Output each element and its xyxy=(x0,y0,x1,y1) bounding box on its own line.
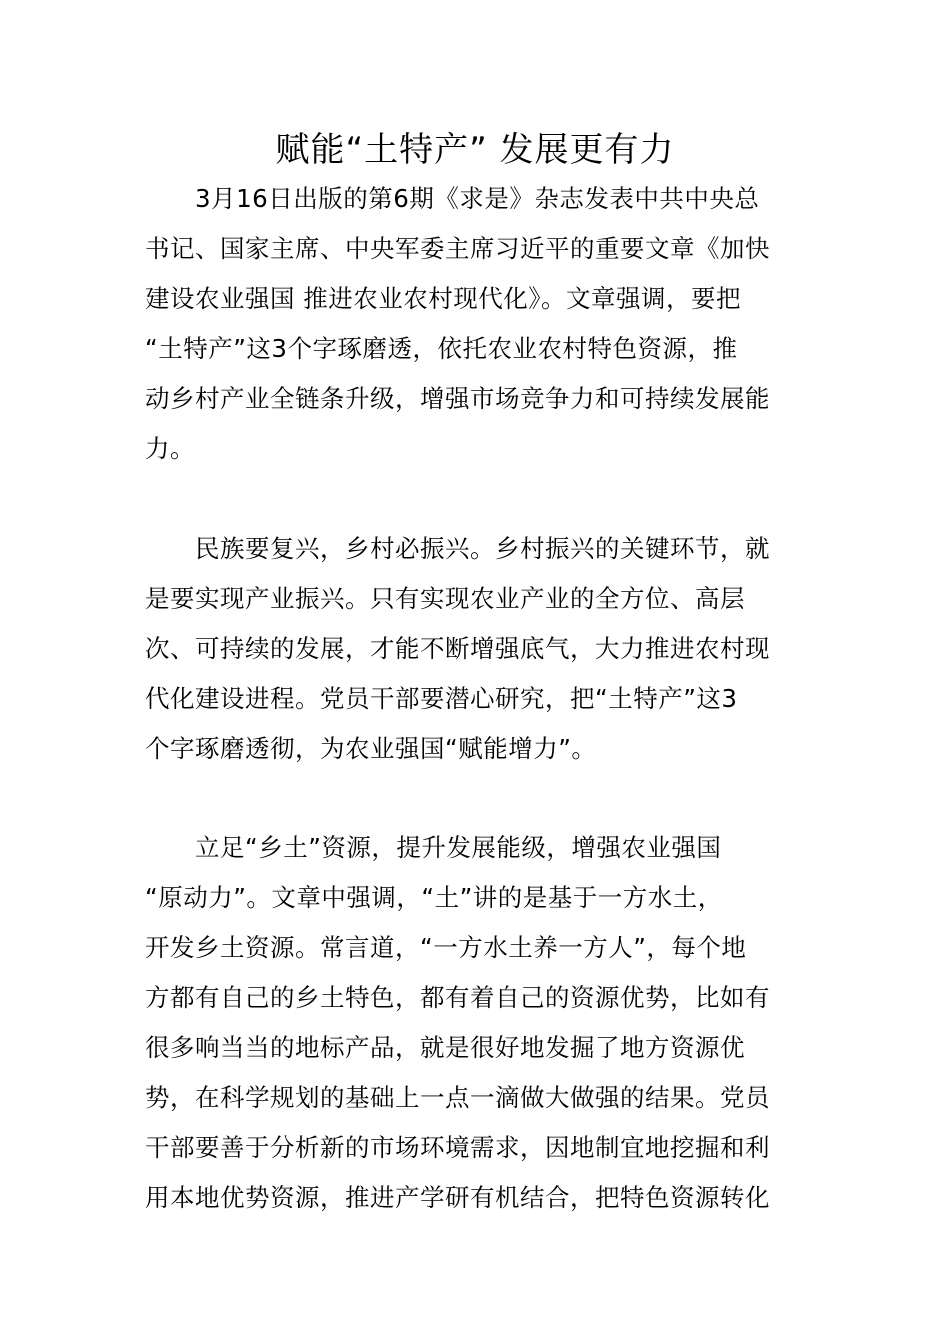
paragraph-line: 3月16日出版的第6期《求是》杂志发表中共中央总 xyxy=(195,184,760,213)
paragraph-line: 个字琢磨透彻，为农业强国“赋能增力”。 xyxy=(145,734,597,763)
paragraph-line: 是要实现产业振兴。只有实现农业产业的全方位、高层 xyxy=(145,584,745,613)
paragraph-2 xyxy=(145,524,809,774)
paragraph-line: 书记、国家主席、中央军委主席习近平的重要文章《加快 xyxy=(145,234,770,263)
paragraph-line: 用本地优势资源，推进产学研有机结合，把特色资源转化 xyxy=(145,1183,770,1212)
paragraph-line: 代化建设进程。党员干部要潜心研究，把“土特产”这3 xyxy=(145,684,738,713)
paragraph-3 xyxy=(145,823,809,1223)
paragraph-line: 很多响当当的地标产品，就是很好地发掘了地方资源优 xyxy=(145,1033,745,1062)
paragraph-line: 势，在科学规划的基础上一点一滴做大做强的结果。党员 xyxy=(145,1083,770,1112)
paragraph-line: 立足“乡土”资源，提升发展能级，增强农业强国 xyxy=(195,833,722,862)
paragraph-line: 方都有自己的乡土特色，都有着自己的资源优势，比如有 xyxy=(145,983,770,1012)
paragraph-line: 次、可持续的发展，才能不断增强底气，大力推进农村现 xyxy=(145,634,770,663)
paragraph-line: “原动力”。文章中强调，“土”讲的是基于一方水土， xyxy=(145,883,723,912)
paragraph-1 xyxy=(145,174,809,474)
document-title: 赋能“土特产” 发展更有力 xyxy=(275,130,675,170)
paragraph-line: 力。 xyxy=(145,434,195,463)
paragraph-line: 建设农业强国 推进农业农村现代化》。文章强调，要把 xyxy=(145,284,742,313)
paragraph-line: 民族要复兴，乡村必振兴。乡村振兴的关键环节，就 xyxy=(195,534,770,563)
paragraph-line: 动乡村产业全链条升级，增强市场竞争力和可持续发展能 xyxy=(145,384,770,413)
paragraph-line: “土特产”这3个字琢磨透，依托农业农村特色资源，推 xyxy=(145,334,738,363)
paragraph-line: 开发乡土资源。常言道，“一方水土养一方人”，每个地 xyxy=(145,933,747,962)
paragraph-line: 干部要善于分析新的市场环境需求，因地制宜地挖掘和利 xyxy=(145,1133,770,1162)
